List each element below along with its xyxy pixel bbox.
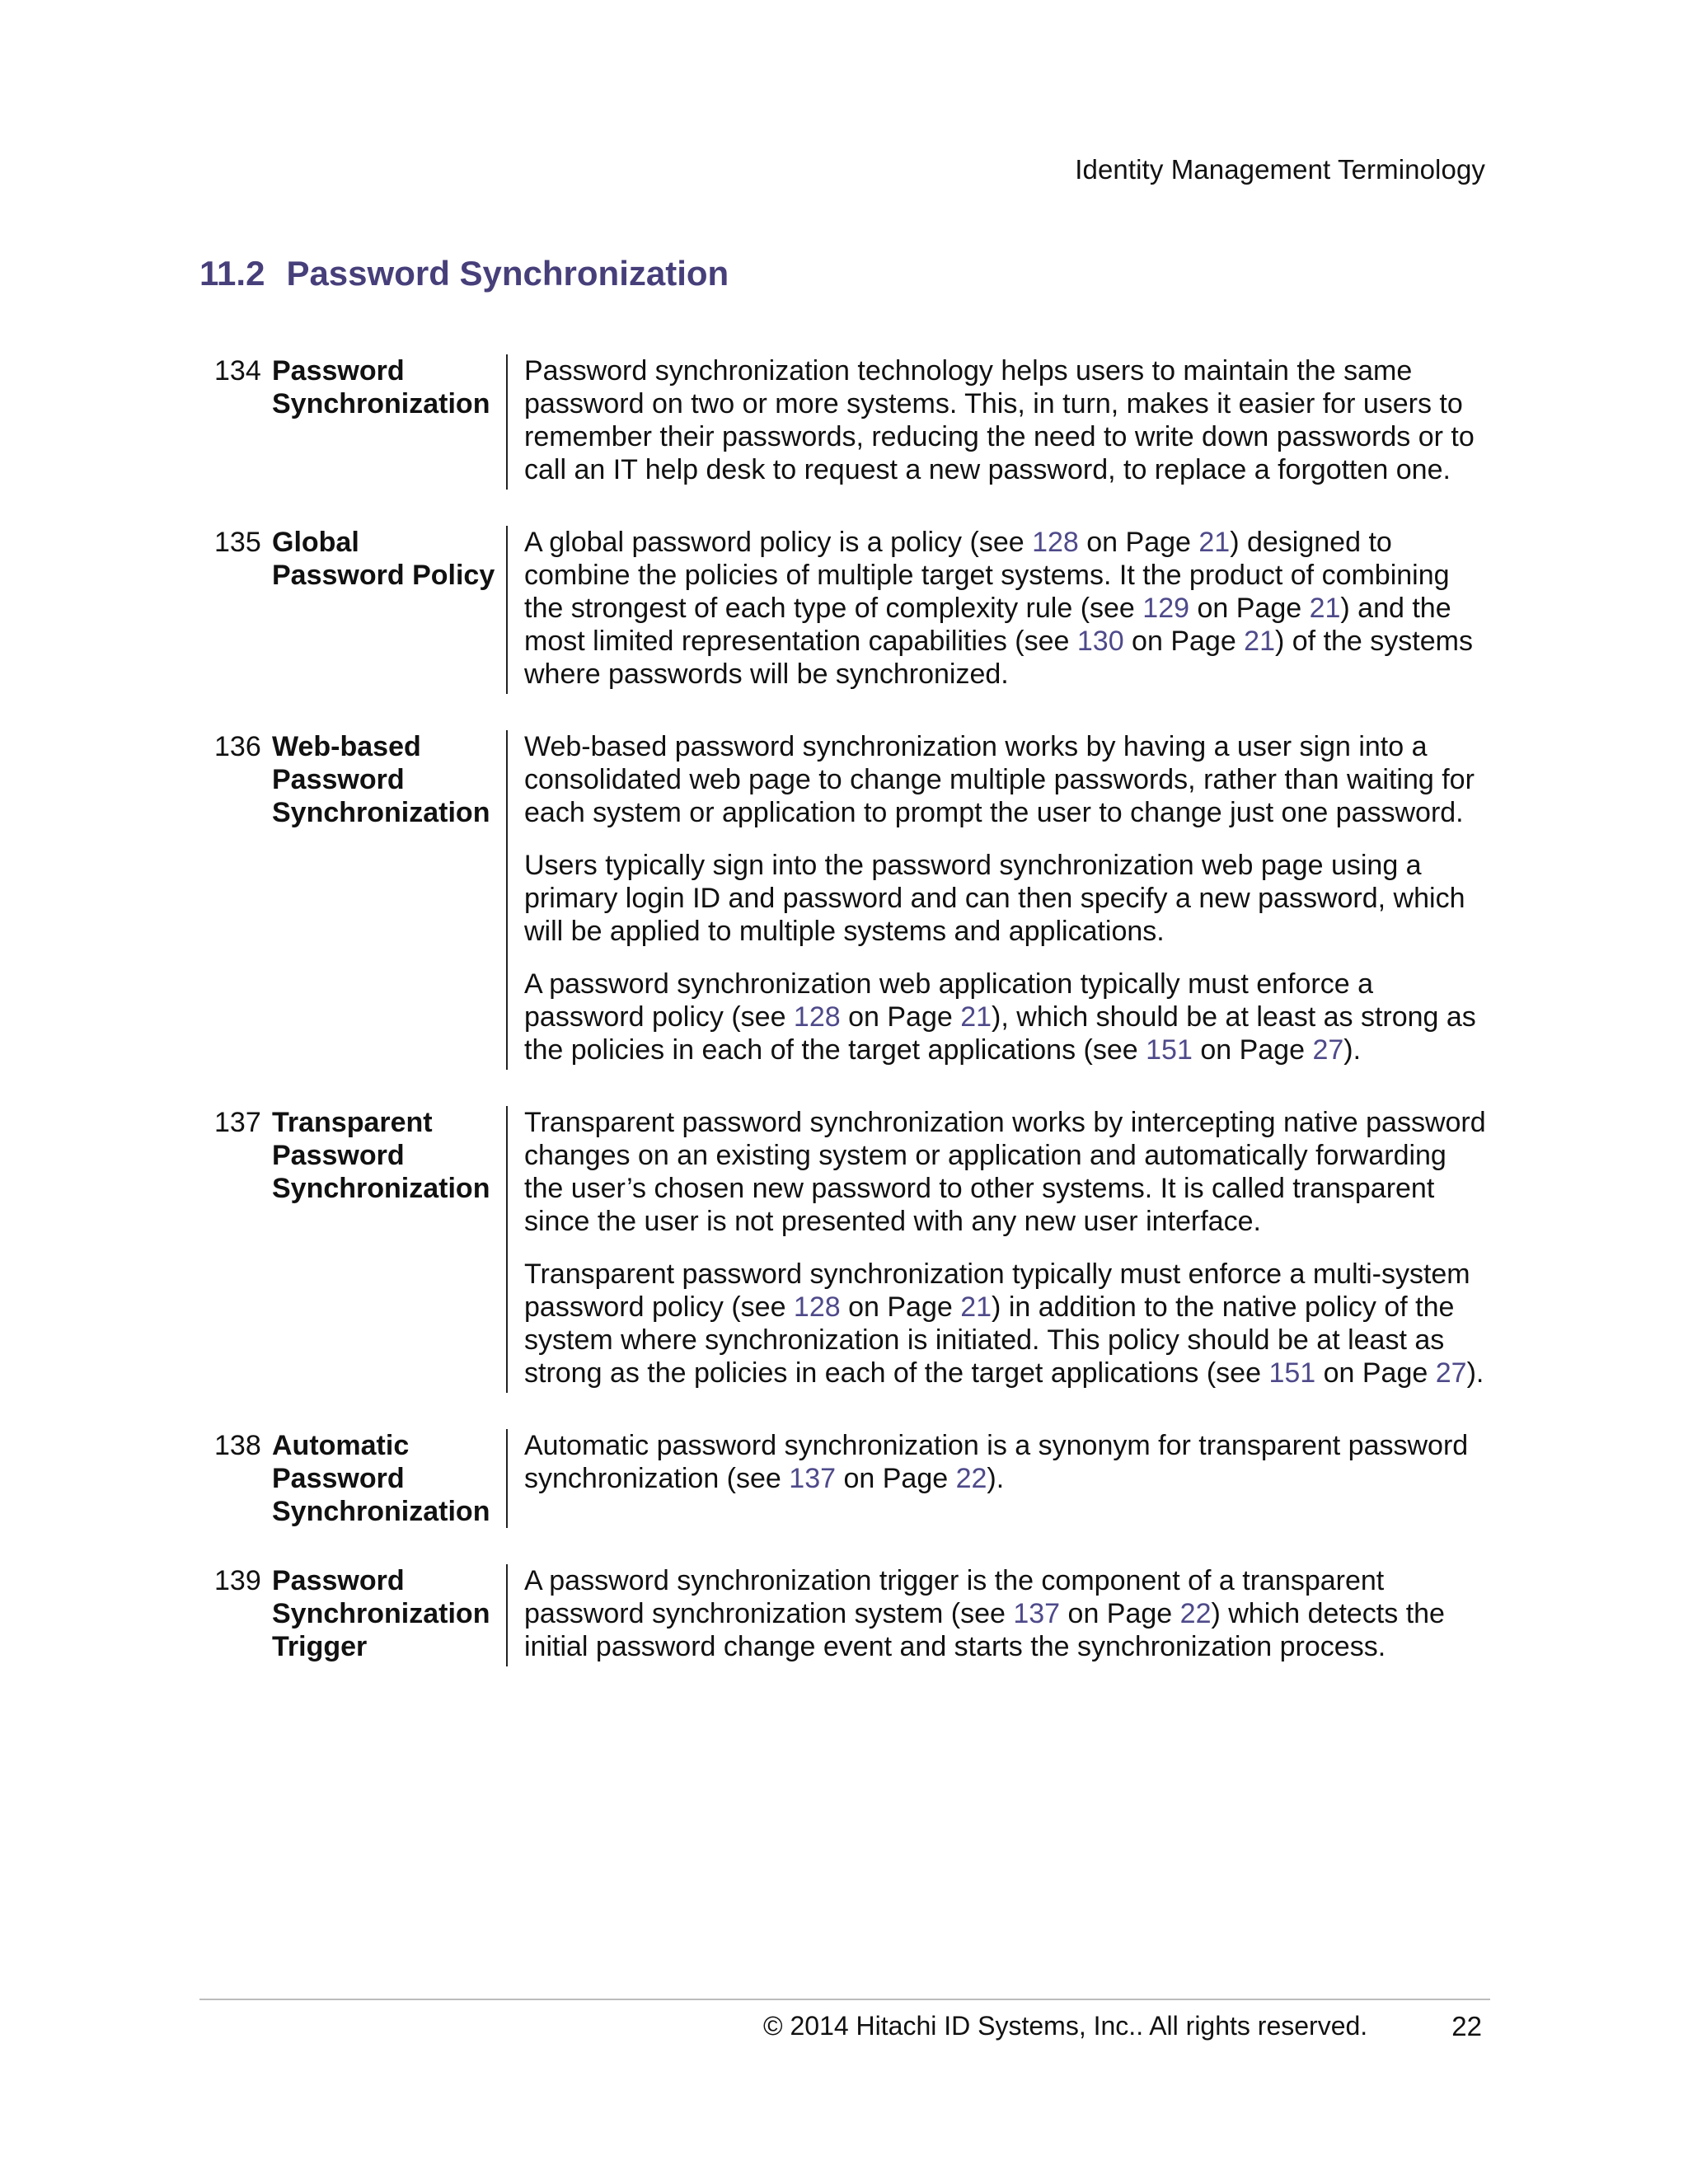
definition-text: Users typically sign into the password synchronization web page using a primary login ID and password and can then specify a new password, which will be applied to multiple systems and applications. bbox=[524, 850, 1465, 947]
entry-term bbox=[272, 1429, 511, 1528]
definition-paragraph bbox=[524, 1106, 1487, 1238]
section-number: 11.2 bbox=[199, 254, 265, 293]
entry-number: 135 bbox=[214, 527, 261, 558]
glossary-entry bbox=[0, 1106, 1688, 1393]
definition-text: ) of the systems where passwords will be synchronized. bbox=[524, 626, 1473, 690]
definition-paragraph bbox=[524, 354, 1487, 486]
entry-number: 137 bbox=[214, 1107, 261, 1138]
entry-term-line: Synchronization bbox=[272, 1496, 490, 1527]
entry-term-line: Password Policy bbox=[272, 560, 495, 591]
entry-term-line: Synchronization bbox=[272, 1598, 490, 1629]
cross-reference-link[interactable]: 21 bbox=[960, 1001, 992, 1033]
entry-term-column bbox=[0, 526, 506, 694]
glossary-entry bbox=[0, 526, 1688, 694]
entry-term-line: Synchronization bbox=[272, 1173, 490, 1204]
running-header: Identity Management Terminology bbox=[1075, 154, 1485, 185]
section-heading bbox=[199, 254, 729, 293]
definition-text: on Page bbox=[1078, 527, 1199, 558]
entry-term bbox=[272, 1564, 511, 1663]
definition-text: A password synchronization trigger is the component of a transparent password synchronization system (see bbox=[524, 1565, 1385, 1629]
entry-definition bbox=[506, 354, 1487, 490]
definition-text: Transparent password synchronization typically must enforce a multi-system password policy (see bbox=[524, 1258, 1470, 1323]
cross-reference-link[interactable]: 21 bbox=[960, 1291, 992, 1323]
entry-definition bbox=[506, 730, 1487, 1070]
definition-text: Automatic password synchronization is a synonym for transparent password synchronization (see bbox=[524, 1430, 1469, 1494]
definition-text: Password synchronization technology helps users to maintain the same password on two or more systems. This, in turn, makes it easier for users to remember their passwords, reducing the need to write down passwords or to call an IT help desk to request a new password, to replace a forgotten one. bbox=[524, 355, 1475, 485]
definition-text: ). bbox=[1343, 1034, 1362, 1066]
entry-term-line: Password bbox=[272, 1463, 405, 1494]
entry-term-line: Password bbox=[272, 355, 405, 387]
entry-term bbox=[272, 1106, 511, 1205]
definition-paragraph bbox=[524, 526, 1487, 691]
entry-term-line: Password bbox=[272, 1565, 405, 1596]
cross-reference-link[interactable]: 128 bbox=[1032, 527, 1079, 558]
entry-term-column bbox=[0, 1429, 506, 1528]
entry-number: 134 bbox=[214, 355, 261, 387]
cross-reference-link[interactable]: 21 bbox=[1198, 527, 1231, 558]
entry-number: 138 bbox=[214, 1430, 261, 1461]
cross-reference-link[interactable]: 22 bbox=[1179, 1598, 1212, 1629]
cross-reference-link[interactable]: 21 bbox=[1309, 593, 1341, 624]
cross-reference-link[interactable]: 130 bbox=[1076, 626, 1124, 657]
definition-text: on Page bbox=[1123, 626, 1245, 657]
glossary-entries bbox=[0, 354, 1688, 1703]
entry-term-line: Automatic bbox=[272, 1430, 410, 1461]
section-title: Password Synchronization bbox=[286, 254, 729, 293]
definition-text: ), which should be at least as strong as the policies in each of the target applications (see bbox=[524, 1001, 1476, 1066]
definition-paragraph bbox=[524, 849, 1487, 948]
entry-term-line: Trigger bbox=[272, 1631, 368, 1662]
definition-text: ) and the most limited representation capabilities (see bbox=[524, 593, 1451, 657]
page-number: 22 bbox=[1451, 2011, 1482, 2041]
entry-term-line: Password bbox=[272, 1140, 405, 1171]
entry-term-column bbox=[0, 730, 506, 1070]
cross-reference-link[interactable]: 27 bbox=[1435, 1357, 1467, 1389]
glossary-entry bbox=[0, 730, 1688, 1070]
glossary-entry bbox=[0, 354, 1688, 490]
entry-definition bbox=[506, 1429, 1487, 1528]
entry-term bbox=[272, 526, 511, 592]
definition-text: ) designed to combine the policies of multiple target systems. It the product of combining the strongest of each type of complexity rule (see bbox=[524, 527, 1450, 624]
entry-definition bbox=[506, 526, 1487, 694]
entry-number: 139 bbox=[214, 1565, 261, 1596]
entry-term-line: Password bbox=[272, 764, 405, 795]
entry-term-line: Transparent bbox=[272, 1107, 433, 1138]
entry-definition bbox=[506, 1564, 1487, 1666]
definition-text: on Page bbox=[836, 1463, 956, 1494]
entry-term bbox=[272, 354, 511, 420]
definition-paragraph bbox=[524, 1429, 1487, 1495]
cross-reference-link[interactable]: 128 bbox=[793, 1291, 841, 1323]
definition-text: ). bbox=[1466, 1357, 1484, 1389]
cross-reference-link[interactable]: 128 bbox=[793, 1001, 841, 1033]
definition-text: A password synchronization web application typically must enforce a password policy (see bbox=[524, 968, 1373, 1033]
definition-text: on Page bbox=[840, 1001, 961, 1033]
cross-reference-link[interactable]: 137 bbox=[789, 1463, 837, 1494]
entry-term-line: Web-based bbox=[272, 731, 421, 762]
definition-text: ). bbox=[987, 1463, 1005, 1494]
glossary-entry bbox=[0, 1429, 1688, 1528]
definition-text: on Page bbox=[1189, 593, 1310, 624]
entry-definition bbox=[506, 1106, 1487, 1393]
entry-term-column bbox=[0, 1564, 506, 1666]
entry-term-line: Synchronization bbox=[272, 797, 490, 828]
cross-reference-link[interactable]: 129 bbox=[1142, 593, 1190, 624]
definition-paragraph bbox=[524, 968, 1487, 1066]
cross-reference-link[interactable]: 21 bbox=[1244, 626, 1275, 657]
definition-text: ) which detects the initial password change event and starts the synchronization process. bbox=[524, 1598, 1445, 1662]
definition-paragraph bbox=[524, 1258, 1487, 1390]
definition-text: Transparent password synchronization works by intercepting native password changes on an existing system or application and automatically forwarding the user’s chosen new password to other systems. It is called transparent since the user is not presented with any new user interface. bbox=[524, 1107, 1486, 1237]
definition-text: on Page bbox=[1060, 1598, 1180, 1629]
cross-reference-link[interactable]: 22 bbox=[955, 1463, 987, 1494]
definition-text: on Page bbox=[840, 1291, 961, 1323]
definition-paragraph bbox=[524, 730, 1487, 829]
entry-term-column bbox=[0, 1106, 506, 1393]
entry-number: 136 bbox=[214, 731, 261, 762]
cross-reference-link[interactable]: 151 bbox=[1146, 1034, 1193, 1066]
glossary-entry bbox=[0, 1564, 1688, 1666]
entry-term-column bbox=[0, 354, 506, 490]
definition-paragraph bbox=[524, 1564, 1487, 1663]
entry-term bbox=[272, 730, 511, 829]
footer-copyright: © 2014 Hitachi ID Systems, Inc.. All rights reserved. bbox=[763, 2011, 1368, 2041]
definition-text: Web-based password synchronization works by having a user sign into a consolidated web page to change multiple passwords, rather than waiting for each system or application to prompt the user to change just one password. bbox=[524, 731, 1475, 828]
cross-reference-link[interactable]: 137 bbox=[1013, 1598, 1061, 1629]
definition-text: ) in addition to the native policy of the system where synchronization is initiated. This policy should be at least as strong as the policies in each of the target applications (see bbox=[524, 1291, 1455, 1389]
cross-reference-link[interactable]: 151 bbox=[1268, 1357, 1316, 1389]
entry-term-line: Synchronization bbox=[272, 388, 490, 419]
cross-reference-link[interactable]: 27 bbox=[1312, 1034, 1344, 1066]
definition-text: on Page bbox=[1192, 1034, 1313, 1066]
footer-rule bbox=[199, 1999, 1490, 2000]
definition-text: A global password policy is a policy (see bbox=[524, 527, 1033, 558]
definition-text: on Page bbox=[1315, 1357, 1436, 1389]
entry-term-line: Global bbox=[272, 527, 359, 558]
